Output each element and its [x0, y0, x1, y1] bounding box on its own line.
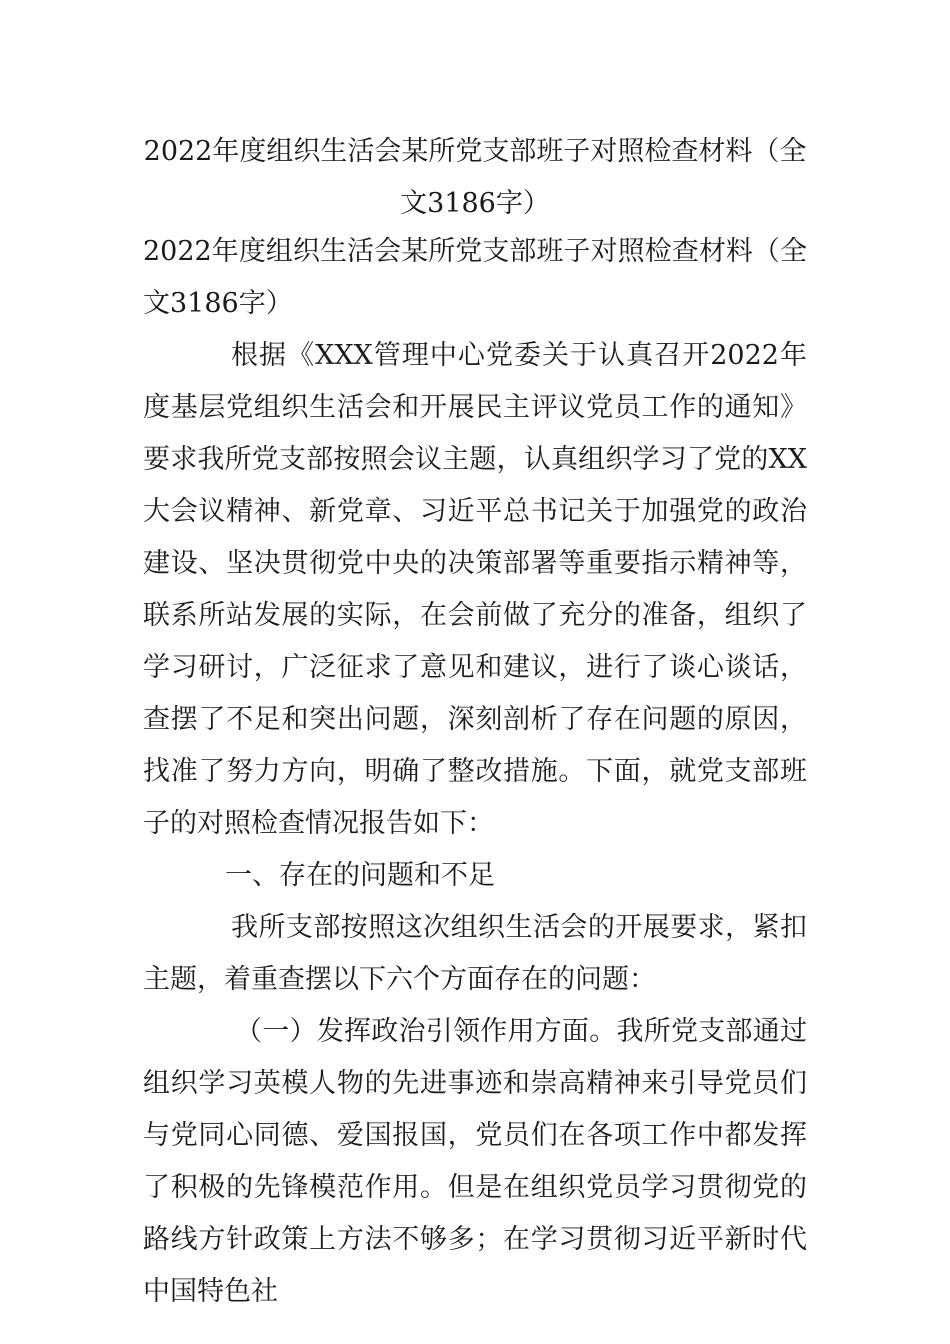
document-body — [143, 226, 807, 1318]
section-intro-paragraph: 我所支部按照这次组织生活会的开展要求，紧扣主题，着重查摆以下六个方面存在的问题： — [143, 912, 807, 995]
subsection-paragraph: （一）发挥政治引领作用方面。我所党支部通过组织学习英模人物的先进事迹和崇高精神来引导党员们与党同心同德、爱国报国，党员们在各项工作中都发挥了积极的先锋模范作用。但是在组织党员学习贯彻党的路线方针政策上方法不够多；在学习贯彻习近平新时代中国特色社 — [143, 1016, 807, 1307]
document-title: 2022年度组织生活会某所党支部班子对照检查材料（全文3186字） — [143, 136, 807, 219]
intro-paragraph: 根据《XXX管理中心党委关于认真召开2022年度基层党组织生活会和开展民主评议党员工作的通知》要求我所党支部按照会议主题，认真组织学习了党的XX大会议精神、新党章、习近平总书记关于加强党的政治建设、坚决贯彻党中央的决策部署等重要指示精神等，联系所站发展的实际，在会前做了充分的准备，组织了学习研讨，广泛征求了意见和建议，进行了谈心谈话，查摆了不足和突出问题，深刻剖析了存在问题的原因，找准了努力方向，明确了整改措施。下面，就党支部班子的对照检查情况报告如下： — [143, 340, 807, 839]
document-subtitle: 2022年度组织生活会某所党支部班子对照检查材料（全文3186字） — [143, 236, 807, 319]
section-heading: 一、存在的问题和不足 — [225, 860, 495, 891]
